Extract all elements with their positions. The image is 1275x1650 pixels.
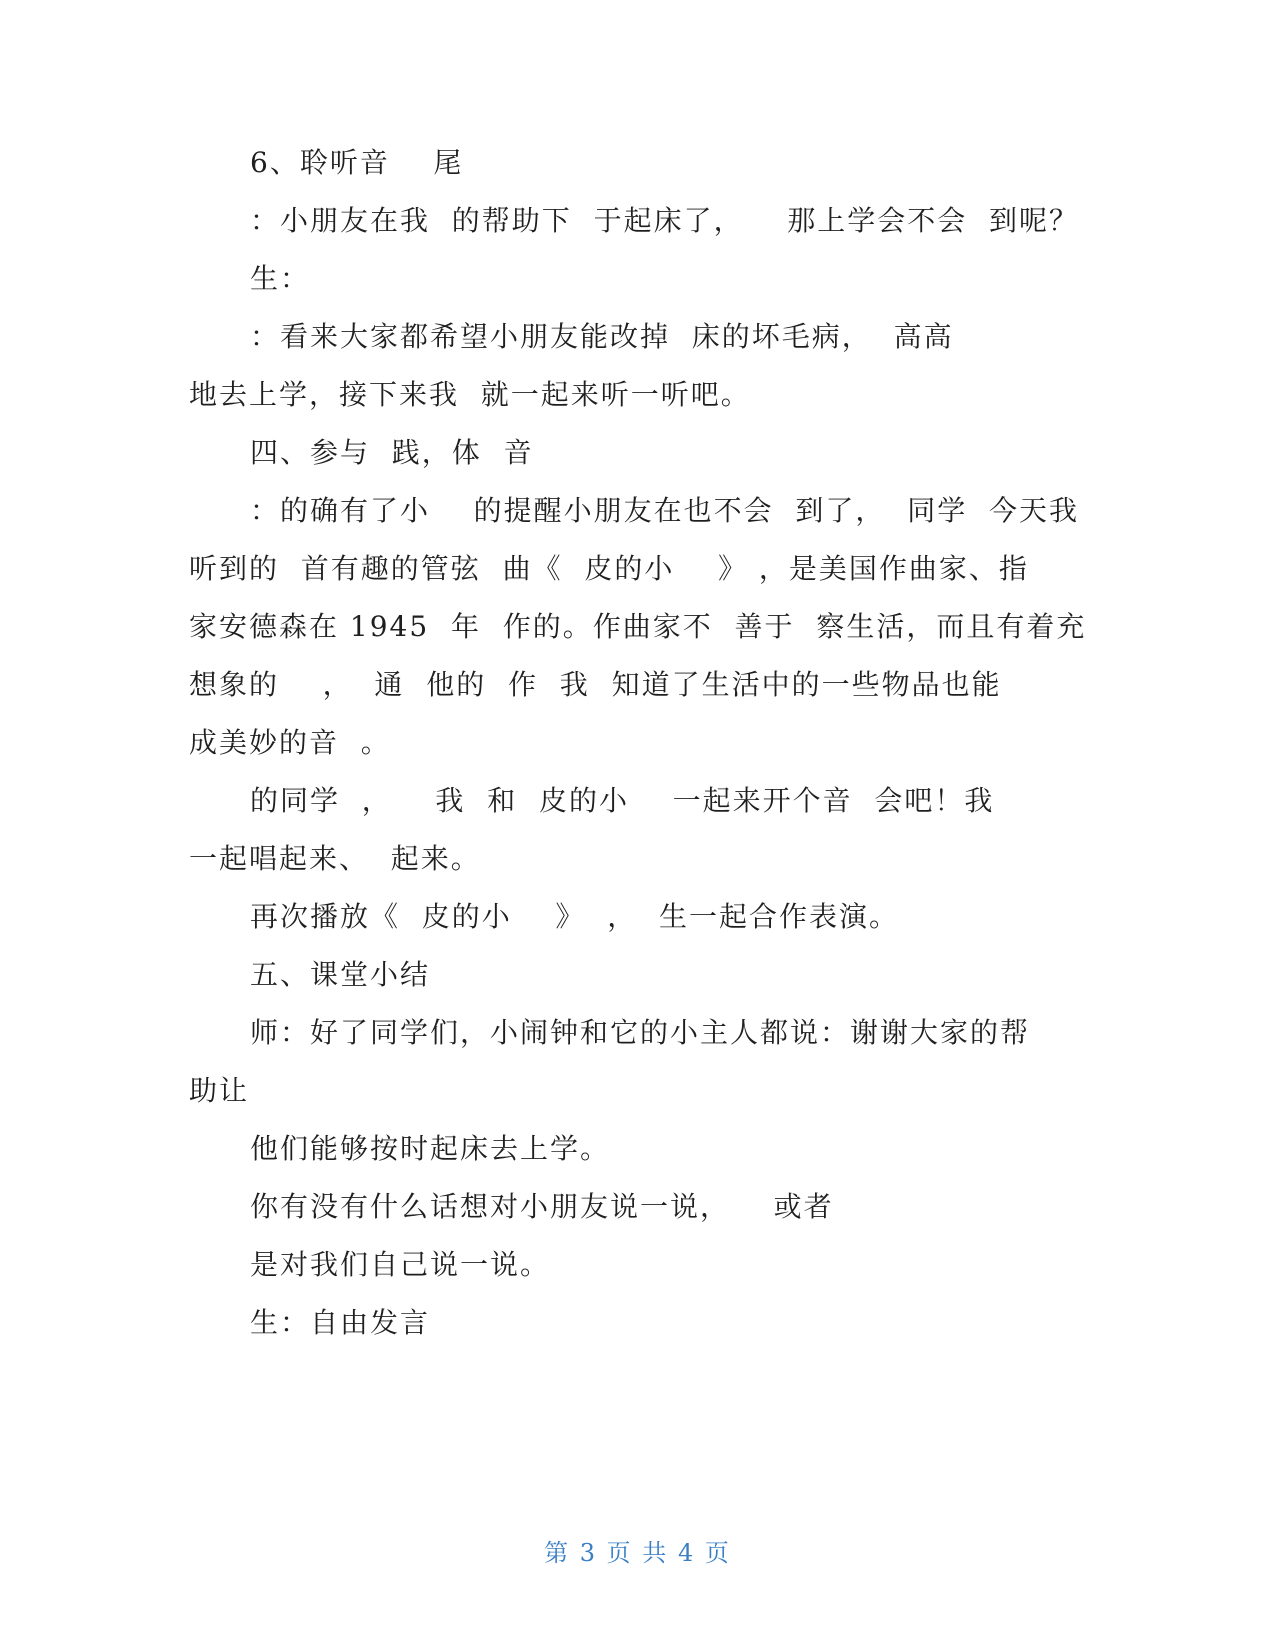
paragraph-line: 成美妙的音 。 <box>189 726 391 759</box>
paragraph-line: 地去上学，接下来我 就一起来听一听吧。 <box>189 378 751 411</box>
paragraph-line: ：的确有了小 的提醒小朋友在也不会 到了， 同学 今天我 <box>250 494 1080 527</box>
paragraph-line: 再次播放《 皮的小 》 ， 生一起合作表演。 <box>250 900 900 933</box>
paragraph-line: 是对我们自己说一说。 <box>250 1248 551 1281</box>
paragraph-line: 的同学 ， 我 和 皮的小 一起来开个音 会吧！我 <box>250 784 995 817</box>
paragraph-line: 听到的 首有趣的管弦 曲《 皮的小 》 ，是美国作曲家、指 <box>189 552 1029 585</box>
heading-listen-ending: 6、聆听音 尾 <box>250 146 464 179</box>
page-number-footer: 第 3 页 共 4 页 <box>544 1539 731 1567</box>
heading-participate: 四、参与 践，体 音 <box>250 436 534 469</box>
paragraph-line: 师：好了同学们，小闹钟和它的小主人都说：谢谢大家的帮 <box>250 1016 1031 1049</box>
paragraph-line: 想象的 ， 通 他的 作 我 知道了生活中的一些物品也能 <box>189 668 1002 701</box>
paragraph-line: ：小朋友在我 的帮助下 于起床了， 那上学会不会 到呢？ <box>250 204 1080 237</box>
paragraph-line: 助让 <box>189 1074 250 1107</box>
paragraph-line: 生： <box>250 262 311 295</box>
heading-summary: 五、课堂小结 <box>250 958 431 991</box>
paragraph-line: ：看来大家都希望小朋友能改掉 床的坏毛病， 高高 <box>250 320 954 353</box>
paragraph-line: 生：自由发言 <box>250 1306 431 1339</box>
paragraph-line: 一起唱起来、 起来。 <box>189 842 481 875</box>
paragraph-line: 他们能够按时起床去上学。 <box>250 1132 611 1165</box>
paragraph-line: 家安德森在 1945 年 作的。作曲家不 善于 察生活，而且有着充 <box>189 610 1087 643</box>
paragraph-line: 你有没有什么话想对小朋友说一说， 或者 <box>250 1190 834 1223</box>
